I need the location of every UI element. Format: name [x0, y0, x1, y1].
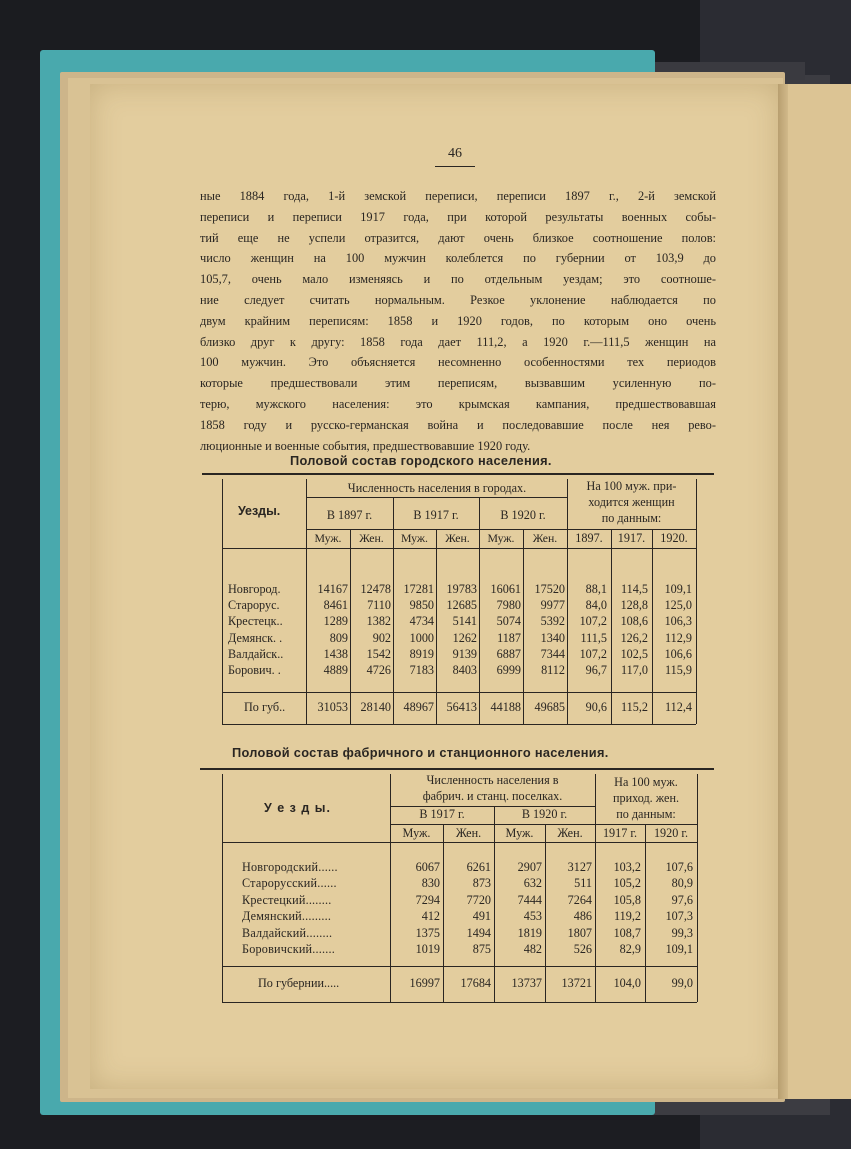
page-number: 46 — [435, 146, 475, 167]
table1-sub-header: Муж. — [487, 531, 515, 545]
table1-cell-value: 9850 — [409, 598, 434, 613]
table2-cell-value: 6261 — [466, 860, 491, 874]
table2-sub-header: Муж. — [505, 826, 534, 840]
table2-year-header: В 1920 г. — [521, 807, 568, 821]
table2-cell-value: 491 — [472, 909, 491, 924]
table1-cell-value: 7980 — [496, 598, 521, 613]
table1-cell-value: 1000 — [409, 630, 434, 645]
table2-ratio-year: 1920 г. — [653, 826, 689, 840]
table2-cell-value: 2907 — [517, 860, 542, 874]
table1-cell-value: 1382 — [366, 614, 391, 629]
table1-total-ratio: 115,2 — [621, 700, 648, 714]
table1-cell-value: 1542 — [366, 646, 391, 661]
table2-cell-ratio: 109,1 — [665, 942, 693, 956]
table1-cell-value: 7344 — [540, 646, 565, 661]
table1-cell-ratio: 125,0 — [664, 598, 692, 613]
table1-sub-header: Муж. — [400, 531, 429, 545]
table2-year-header: В 1917 г. — [419, 807, 465, 821]
table2-cell-ratio: 97,6 — [671, 892, 693, 907]
table2-cell-value: 6067 — [415, 860, 440, 874]
table1-cell-ratio: 106,3 — [664, 614, 692, 629]
body-line: которые предшествовали этим переписям, вызвавшим усиленную по- — [200, 376, 716, 391]
table1-row-name: Демянск. . — [228, 630, 283, 645]
table1-cell-value: 4734 — [409, 614, 434, 629]
table1-cell-value: 8112 — [541, 663, 565, 677]
table1-total-value: 56413 — [446, 700, 477, 714]
table1-cell-value: 4726 — [366, 663, 391, 677]
table1-cell-value: 4889 — [323, 663, 348, 677]
table2-ratio-year: 1917 г. — [602, 826, 638, 840]
table1-ratio-year: 1920. — [660, 531, 688, 545]
table2-bottom-rule — [222, 1002, 697, 1003]
table2-rule-years — [390, 824, 697, 825]
table1-row-name: Старорус. — [228, 598, 280, 613]
body-line: терю, мужского населения: это крымская кампания, предшествовавшая — [200, 396, 716, 411]
table1-year-header: В 1917 г. — [413, 508, 459, 522]
table2-cell-value: 1494 — [466, 925, 491, 940]
table1-group-ratio-2: ходится женщин — [588, 495, 675, 509]
table1-cell-value: 7110 — [367, 598, 391, 613]
table2-cell-ratio: 80,9 — [671, 876, 693, 891]
table1-cell-value: 1262 — [452, 630, 477, 645]
table1-cell-ratio: 117,0 — [621, 663, 648, 677]
table2-row-name: Боровичский....... — [242, 942, 335, 956]
body-line: ные 1884 года, 1-й земской переписи, переписи 1897 г., 2-й земской — [200, 189, 716, 203]
table2-group-ratio-2: приход. жен. — [612, 791, 680, 805]
table2-total-value: 16997 — [409, 976, 440, 990]
table2-group-ratio-3: по данным: — [616, 807, 676, 821]
table2-cell-ratio: 105,2 — [613, 876, 641, 891]
table2-group-pop-2: фабрич. и станц. поселках. — [422, 789, 563, 803]
table1-rule-years — [306, 529, 696, 530]
table1-cell-value: 17281 — [403, 582, 434, 596]
table1-cell-ratio: 102,5 — [620, 646, 648, 661]
table1-total-rule — [222, 692, 696, 693]
table1-cell-ratio: 112,9 — [665, 630, 692, 645]
table2-cell-value: 1819 — [517, 925, 542, 940]
body-line: двум крайним переписям: 1858 и 1920 годов, по которым оно очень — [200, 313, 716, 328]
table2-cell-value: 526 — [573, 942, 592, 956]
body-line: переписи и переписи 1917 года, при которой результаты военных собы- — [200, 209, 716, 224]
table2-group-pop-1: Численность населения в — [426, 773, 559, 787]
table1-total-value: 49685 — [534, 700, 565, 714]
table2-cell-value: 3127 — [567, 860, 592, 874]
table2-cell-value: 486 — [573, 909, 592, 924]
body-line: 100 мужчин. Это объясняется несомненно особенностями тех периодов — [200, 355, 716, 370]
table1-cell-ratio: 128,8 — [620, 598, 648, 613]
table2-cell-value: 830 — [421, 876, 440, 891]
table2-total-value: 17684 — [460, 976, 491, 990]
table2-total-value: 13737 — [511, 976, 542, 990]
table1-cell-ratio: 126,2 — [620, 630, 648, 645]
table2-cell-value: 873 — [472, 876, 491, 891]
table2-cell-value: 632 — [523, 876, 542, 891]
body-line: 105,7, очень мало изменяясь и по отдельным уездам; это соотноше- — [200, 272, 716, 287]
table2-total-rule — [222, 966, 697, 967]
table1-year-header: В 1920 г. — [500, 508, 546, 522]
table1-group-population: Численность населения в городах. — [347, 481, 527, 495]
table1-row-name: Крестецк.. — [228, 614, 283, 629]
table1-cell-value: 5392 — [540, 614, 565, 629]
table1-cell-ratio: 107,2 — [579, 614, 607, 629]
table1-cell-value: 12685 — [446, 598, 477, 613]
table1-total-ratio: 90,6 — [585, 700, 607, 714]
table2-total-ratio: 99,0 — [671, 976, 693, 990]
table1-cell-ratio: 108,6 — [620, 614, 648, 629]
table2-sub-header: Жен. — [455, 826, 482, 840]
table1-total-value: 28140 — [360, 700, 391, 714]
table1-cell-value: 5074 — [496, 614, 521, 629]
table1-cell-ratio: 109,1 — [664, 582, 692, 596]
table1-cell-value: 9139 — [452, 646, 477, 661]
table2-group-ratio-1: На 100 муж. — [614, 775, 678, 789]
table1-cell-ratio: 106,6 — [664, 646, 692, 661]
table2-total-name: По губернии..... — [258, 976, 340, 990]
table2-cell-ratio: 82,9 — [619, 942, 641, 956]
table1-sub-header: Жен. — [532, 531, 558, 545]
table1-year-header: В 1897 г. — [326, 508, 373, 522]
table2-cell-value: 482 — [523, 942, 542, 956]
body-line: число женщин на 100 мужчин колеблется по губернии от 103,9 до — [200, 251, 716, 266]
table2-cell-ratio: 99,3 — [671, 925, 693, 940]
table1-cell-ratio: 114,5 — [621, 582, 648, 596]
table2-cell-value: 412 — [421, 909, 440, 924]
table2-sub-header: Муж. — [402, 826, 431, 840]
table1-cell-value: 6887 — [496, 646, 521, 661]
table2-cell-value: 7444 — [517, 892, 542, 907]
table2-cell-ratio: 105,8 — [613, 892, 641, 907]
table1-total-value: 44188 — [490, 700, 521, 714]
table1-header-rule — [222, 548, 696, 549]
table1-cell-ratio: 88,1 — [585, 582, 607, 596]
table2-header-rule — [222, 842, 697, 843]
table2-row-name: Новгородский...... — [242, 860, 338, 874]
table1-ratio-year: 1917. — [617, 531, 646, 545]
table2-cell-ratio: 108,7 — [613, 925, 641, 940]
table1-cell-value: 9977 — [540, 598, 565, 613]
table2-row-name: Крестецкий........ — [242, 892, 332, 907]
table1-total-value: 48967 — [403, 700, 434, 714]
table1-column-line — [696, 479, 697, 724]
table1-cell-value: 1187 — [497, 630, 521, 645]
table2-cell-value: 1375 — [415, 925, 440, 940]
table1-total-ratio: 112,4 — [665, 700, 692, 714]
table1-cell-value: 16061 — [490, 582, 521, 596]
table2-cell-value: 453 — [523, 909, 542, 924]
table1-cell-value: 1340 — [540, 630, 565, 645]
table1-cell-ratio: 96,7 — [585, 663, 607, 677]
body-line: ние следует считать нормальным. Резкое уклонение наблюдается по — [200, 292, 716, 307]
table1-group-ratio-1: На 100 муж. при- — [586, 479, 677, 493]
table2-cell-value: 511 — [574, 876, 592, 891]
table2-col-uezd: У е з д ы. — [264, 801, 331, 815]
table1-cell-ratio: 115,9 — [665, 663, 692, 677]
table2-cell-ratio: 103,2 — [613, 860, 641, 874]
table1-cell-value: 8403 — [452, 663, 477, 677]
table2-cell-value: 875 — [472, 942, 491, 956]
table1-column-line — [222, 479, 223, 724]
table1-top-rule — [202, 473, 714, 475]
table2-cell-ratio: 119,2 — [614, 909, 641, 924]
table1-cell-value: 1438 — [323, 646, 348, 661]
table1-cell-value: 6999 — [496, 663, 521, 677]
table2-cell-value: 7294 — [415, 892, 440, 907]
table1-cell-ratio: 84,0 — [585, 598, 607, 613]
table1-col-uezd: Уезды. — [238, 504, 281, 518]
table2-cell-value: 1807 — [567, 925, 592, 940]
table1-cell-value: 8461 — [323, 598, 348, 613]
table2-cell-ratio: 107,3 — [665, 909, 693, 924]
table2-row-name: Старорусский...... — [242, 876, 337, 891]
table2-row-name: Демянский......... — [242, 909, 332, 924]
table2-column-line — [697, 774, 698, 1002]
facing-page — [788, 84, 851, 1099]
table1-cell-value: 14167 — [317, 582, 348, 596]
table2-cell-value: 7264 — [567, 892, 592, 907]
table2-sub-header: Жен. — [557, 826, 583, 840]
table1-cell-value: 1289 — [323, 614, 348, 629]
table1-cell-value: 7183 — [409, 663, 434, 677]
body-line: 1858 году и русско-германская война и последовавшие после нея рево- — [200, 417, 716, 432]
body-line: тий еще не успели отразится, дают очень близкое соотношение полов: — [200, 230, 716, 245]
table1-sub-header: Жен. — [359, 531, 384, 545]
table1-cell-value: 8919 — [409, 646, 434, 661]
table1-row-name: Новгород. — [228, 582, 281, 596]
table2-cell-ratio: 107,6 — [665, 860, 693, 874]
table1-cell-value: 902 — [372, 630, 391, 645]
table2-cell-value: 7720 — [466, 892, 491, 907]
table1-total-value: 31053 — [317, 700, 348, 714]
table1-sub-header: Жен. — [445, 531, 470, 545]
table2-row-name: Валдайский........ — [242, 925, 333, 940]
table1-cell-value: 17520 — [534, 582, 565, 596]
table1-row-name: Валдайск.. — [228, 646, 284, 661]
table1-sub-header: Муж. — [314, 531, 342, 545]
body-line: люционные и военные события, предшествовавшие 1920 году. — [200, 438, 531, 453]
table1-row-name: Борович. . — [228, 663, 281, 677]
table1-cell-ratio: 107,2 — [579, 646, 607, 661]
body-line: близко друг к другу: 1858 года дает 111,2, а 1920 г.—111,5 женщин на — [200, 334, 716, 349]
table1-rule-group — [306, 497, 568, 498]
body-paragraph — [200, 186, 716, 456]
table1-cell-value: 19783 — [446, 582, 477, 596]
table1-title: Половой состав городского населения. — [290, 453, 552, 468]
table2-total-value: 13721 — [561, 976, 592, 990]
table1-total-name: По губ.. — [244, 700, 286, 714]
table1-group-ratio-3: по данным: — [601, 511, 662, 525]
table1-bottom-rule — [222, 724, 696, 725]
table2-cell-value: 1019 — [415, 942, 440, 956]
table2-total-ratio: 104,0 — [613, 976, 641, 990]
table2-column-line — [222, 774, 223, 1002]
table1-cell-value: 12478 — [360, 582, 391, 596]
table2-top-rule — [200, 768, 714, 770]
table1-cell-ratio: 111,5 — [580, 630, 607, 645]
table1-cell-value: 809 — [329, 630, 348, 645]
table1-ratio-year: 1897. — [575, 531, 603, 545]
table1-cell-value: 5141 — [452, 614, 477, 629]
table2-title: Половой состав фабричного и станционного населения. — [232, 745, 609, 760]
